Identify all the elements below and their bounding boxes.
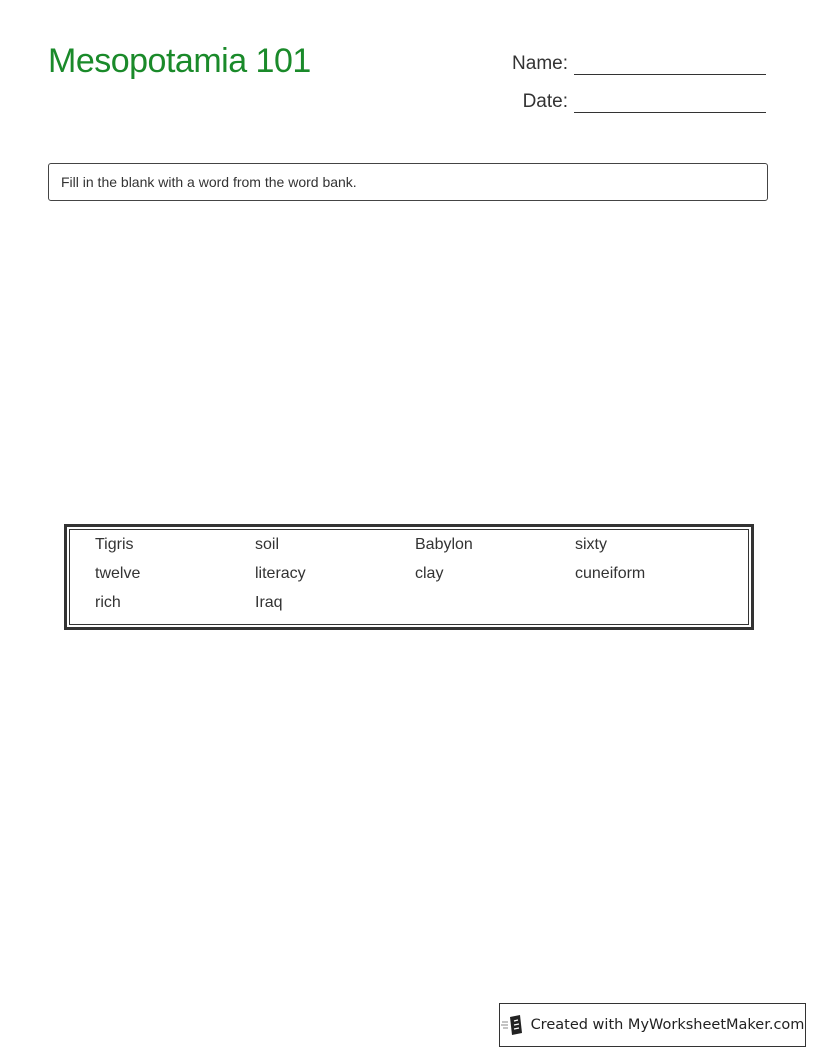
word-bank-grid xyxy=(69,529,749,625)
date-label: Date: xyxy=(522,91,568,112)
name-label: Name: xyxy=(512,53,568,74)
word-bank-item: Iraq xyxy=(255,594,283,611)
footer-credit xyxy=(499,1003,806,1047)
word-bank-item: soil xyxy=(255,536,280,553)
date-blank-line xyxy=(574,88,766,113)
word-bank-item: cuneiform xyxy=(575,565,646,582)
word-bank xyxy=(64,524,754,630)
word-bank-item: sixty xyxy=(575,536,607,553)
word-bank-item: twelve xyxy=(95,565,141,582)
instructions-box: Fill in the blank with a word from the word bank. xyxy=(48,163,768,201)
word-bank-item: rich xyxy=(95,594,121,611)
date-field xyxy=(508,88,766,113)
footer-text: Created with MyWorksheetMaker.com xyxy=(530,1017,805,1033)
name-field xyxy=(508,50,766,75)
worksheet-maker-logo-icon xyxy=(501,1014,525,1036)
word-bank-item: clay xyxy=(415,565,444,582)
name-blank-line xyxy=(574,50,766,75)
word-bank-item: literacy xyxy=(255,565,306,582)
word-bank-item: Tigris xyxy=(95,536,134,553)
word-bank-item: Babylon xyxy=(415,536,473,553)
worksheet-title: Mesopotamia 101 xyxy=(48,42,311,80)
